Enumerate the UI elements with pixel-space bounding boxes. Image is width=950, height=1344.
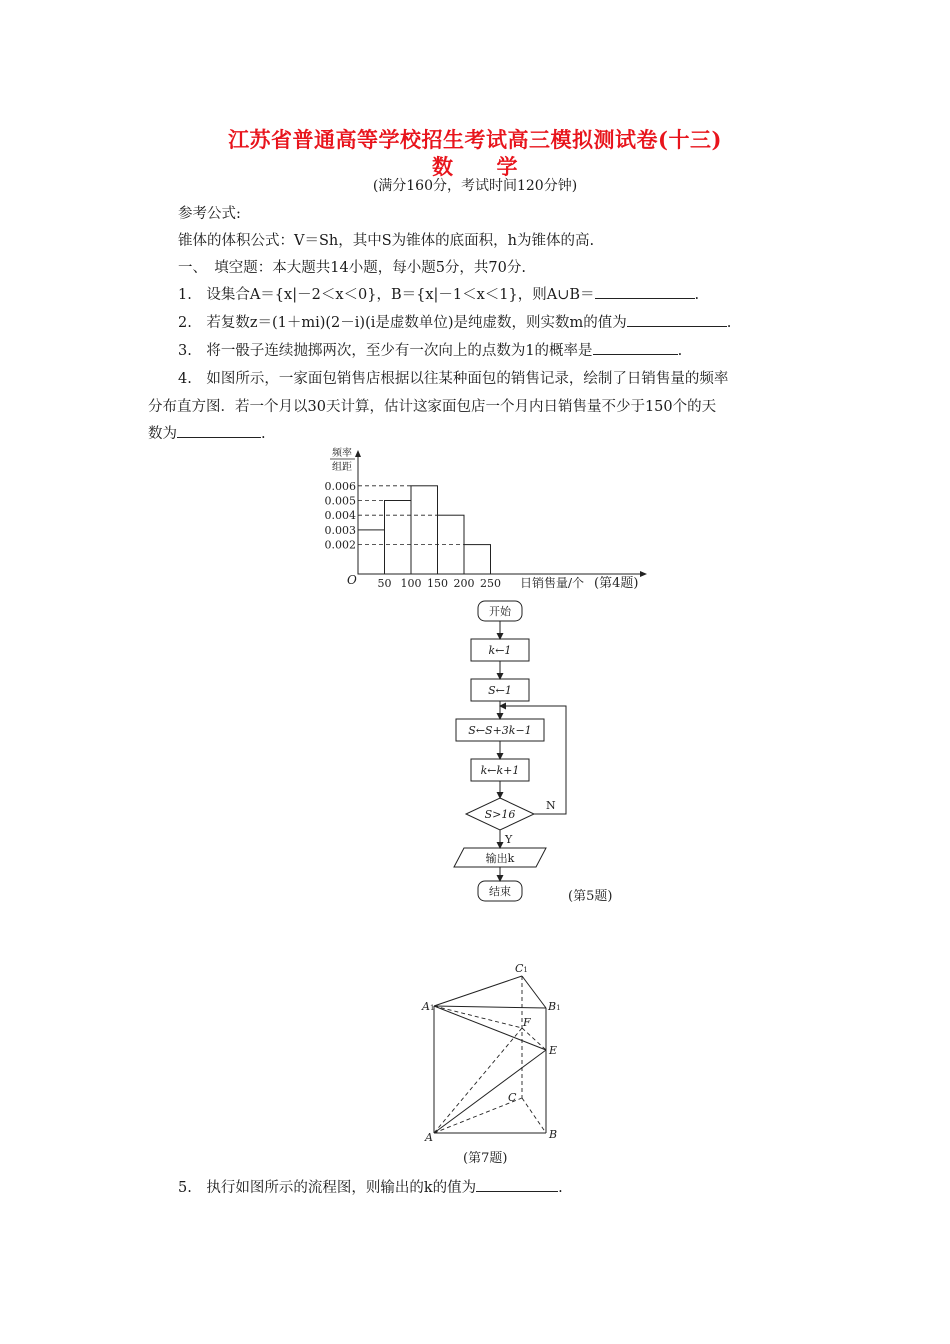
- x-axis-arrow-icon: [640, 571, 647, 577]
- start-label: 开始: [489, 605, 511, 618]
- end-label: 结束: [489, 885, 511, 898]
- x-tick-label: 100: [400, 577, 422, 590]
- x-axis-label: 日销售量/个: [520, 576, 585, 590]
- hidden-edge-f-e: [522, 1028, 546, 1050]
- answer-blank-3[interactable]: [593, 341, 678, 355]
- ref-label: 参考公式:: [178, 206, 241, 222]
- label-c: C: [508, 1091, 517, 1104]
- origin-label: O: [347, 573, 357, 587]
- y-tick-label: 0.006: [324, 479, 356, 493]
- yes-label: Y: [505, 833, 513, 846]
- update-k-label: k←k+1: [480, 764, 520, 777]
- init-k-label: k←1: [488, 644, 512, 657]
- y-axis-arrow-icon: [355, 450, 361, 457]
- question-5-text: 5. 执行如图所示的流程图，则输出的k的值为: [178, 1180, 477, 1196]
- loop-arrow: [500, 706, 566, 814]
- exam-meta: (满分160分，考试时间120分钟): [372, 178, 578, 194]
- question-5: [178, 1176, 563, 1197]
- section-heading: 一、 填空题：本大题共14小题，每小题5分，共70分.: [178, 260, 526, 276]
- y-tick-label: 0.004: [324, 509, 356, 523]
- hidden-edge-c-b: [522, 1098, 546, 1133]
- label-b1: B1: [548, 1000, 561, 1013]
- output-label: 输出k: [485, 852, 515, 865]
- question-3-text: 3. 将一骰子连续抛掷两次，至少有一次向上的点数为1的概率是: [178, 343, 593, 359]
- condition-label: S>16: [484, 808, 516, 821]
- update-s-label: S←S+3k−1: [468, 724, 532, 737]
- histogram-bar: [411, 486, 438, 574]
- prism-figure: [420, 958, 570, 1168]
- answer-blank-5[interactable]: [476, 1178, 558, 1192]
- end-mark: .: [261, 426, 266, 442]
- question-4-text: 数为: [148, 426, 177, 442]
- subject-title: 数 学: [432, 154, 518, 179]
- answer-blank-2[interactable]: [627, 313, 727, 327]
- y-label-bottom: 组距: [332, 462, 352, 473]
- label-f: F: [523, 1016, 531, 1029]
- question-3: [178, 339, 682, 360]
- y-tick-label: 0.005: [324, 494, 356, 508]
- question-1: [178, 283, 699, 304]
- y-tick-label: 0.003: [324, 523, 356, 537]
- histogram-caption: (第4题): [594, 576, 639, 591]
- label-c1: C1: [515, 962, 528, 975]
- prism-caption: (第7题): [463, 1151, 508, 1166]
- x-tick-label: 50: [377, 577, 392, 590]
- x-tick-label: 250: [480, 577, 501, 590]
- edge-a1-b1: [434, 1006, 546, 1008]
- label-a1: A1: [422, 1000, 435, 1013]
- question-2-text: 2. 若复数z＝(1＋mi)(2－i)(i是虚数单位)是纯虚数，则实数m的值为: [178, 315, 627, 331]
- question-2: [178, 311, 731, 332]
- answer-blank-1[interactable]: [595, 285, 695, 299]
- histogram-bar: [358, 530, 385, 574]
- flowchart-caption: (第5题): [568, 889, 613, 904]
- hidden-edge-a-f: [434, 1028, 522, 1133]
- volume-formula: 锥体的体积公式：V＝Sh，其中S为锥体的底面积，h为锥体的高.: [178, 233, 595, 249]
- flowchart-figure: [440, 598, 660, 910]
- histogram-bar: [464, 545, 491, 574]
- x-tick-label: 150: [427, 577, 448, 590]
- question-1-text: 1. 设集合A＝{x|－2＜x＜0}，B＝{x|－1＜x＜1}，则A∪B＝: [178, 287, 595, 303]
- label-a: A: [425, 1131, 433, 1144]
- end-mark: .: [558, 1180, 563, 1196]
- question-4-line-1: 4. 如图所示，一家面包销售店根据以往某种面包的销售记录，绘制了日销售量的频率: [178, 371, 729, 387]
- edge-c1-b1: [522, 976, 546, 1008]
- y-tick-label: 0.002: [324, 538, 356, 552]
- init-s-label: S←1: [488, 684, 512, 697]
- histogram-bar: [385, 501, 412, 575]
- edge-a-e: [434, 1050, 546, 1133]
- question-4-line-3: [148, 422, 266, 443]
- no-label: N: [546, 799, 556, 812]
- edge-a1-c1: [434, 976, 522, 1006]
- x-tick-label: 200: [453, 577, 475, 590]
- answer-blank-4[interactable]: [177, 424, 261, 438]
- question-4-line-2: 分布直方图．若一个月以30天计算，估计这家面包店一个月内日销售量不少于150个的天: [148, 399, 717, 415]
- end-mark: .: [677, 343, 683, 359]
- histogram-figure: [320, 447, 660, 595]
- label-e: E: [549, 1044, 558, 1057]
- end-mark: .: [694, 287, 700, 303]
- exam-title: 江苏省普通高等学校招生考试高三模拟测试卷(十三): [228, 127, 722, 152]
- label-b: B: [549, 1128, 558, 1141]
- y-label-top: 频率: [332, 448, 352, 459]
- hidden-edge-a1-f: [434, 1006, 522, 1028]
- end-mark: .: [726, 315, 732, 331]
